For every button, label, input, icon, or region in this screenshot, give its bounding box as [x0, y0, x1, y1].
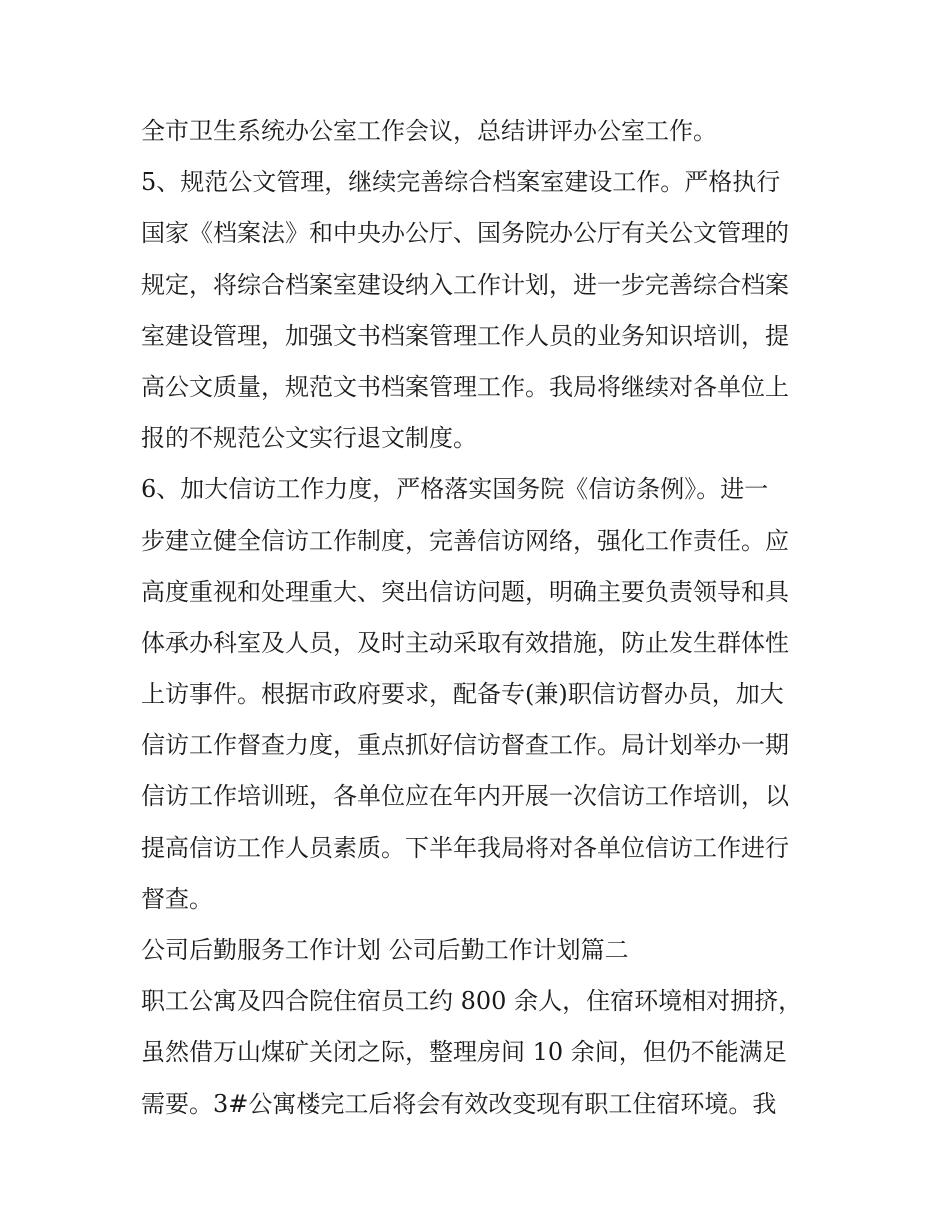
text-line: 室建设管理，加强文书档案管理工作人员的业务知识培训，提 [141, 321, 789, 350]
text-line: 体承办科室及人员，及时主动采取有效措施，防止发生群体性 [141, 628, 789, 657]
text-line: 规定，将综合档案室建设纳入工作计划，进一步完善综合档案 [141, 270, 789, 299]
document-body [141, 106, 821, 1130]
text-line: 督查。 [141, 884, 213, 913]
text-line: 高度重视和处理重大、突出信访问题，明确主要负责领导和具 [141, 577, 789, 606]
text-line: 国家《档案法》和中央办公厅、国务院办公厅有关公文管理的 [141, 219, 789, 248]
text-line: 5、规范公文管理，继续完善综合档案室建设工作。严格执行 [141, 168, 781, 197]
text-line: 全市卫生系统办公室工作会议，总结讲评办公室工作。 [141, 117, 717, 145]
text-line: 报的不规范公文实行退文制度。 [141, 424, 477, 453]
text-line: 需要。3#公寓楼完工后将会有效改变现有职工住宿环境。我 [141, 1089, 777, 1118]
text-line: 提高信访工作人员素质。下半年我局将对各单位信访工作进行 [141, 833, 789, 862]
text-line: 步建立健全信访工作制度，完善信访网络，强化工作责任。应 [141, 526, 789, 555]
text-line: 信访工作培训班，各单位应在年内开展一次信访工作培训，以 [141, 782, 789, 811]
text-line: 上访事件。根据市政府要求，配备专(兼)职信访督办员，加大 [141, 680, 784, 709]
text-line: 高公文质量，规范文书档案管理工作。我局将继续对各单位上 [141, 372, 789, 401]
text-line: 职工公寓及四合院住宿员工约 800 余人，住宿环境相对拥挤， [141, 987, 803, 1016]
text-line: 信访工作督查力度，重点抓好信访督查工作。局计划举办一期 [141, 731, 789, 760]
text-line: 虽然借万山煤矿关闭之际，整理房间 10 余间，但仍不能满足 [141, 1038, 787, 1067]
section-heading: 公司后勤服务工作计划 公司后勤工作计划篇二 [141, 936, 629, 964]
text-line: 6、加大信访工作力度，严格落实国务院《信访条例》。进一 [141, 475, 769, 504]
